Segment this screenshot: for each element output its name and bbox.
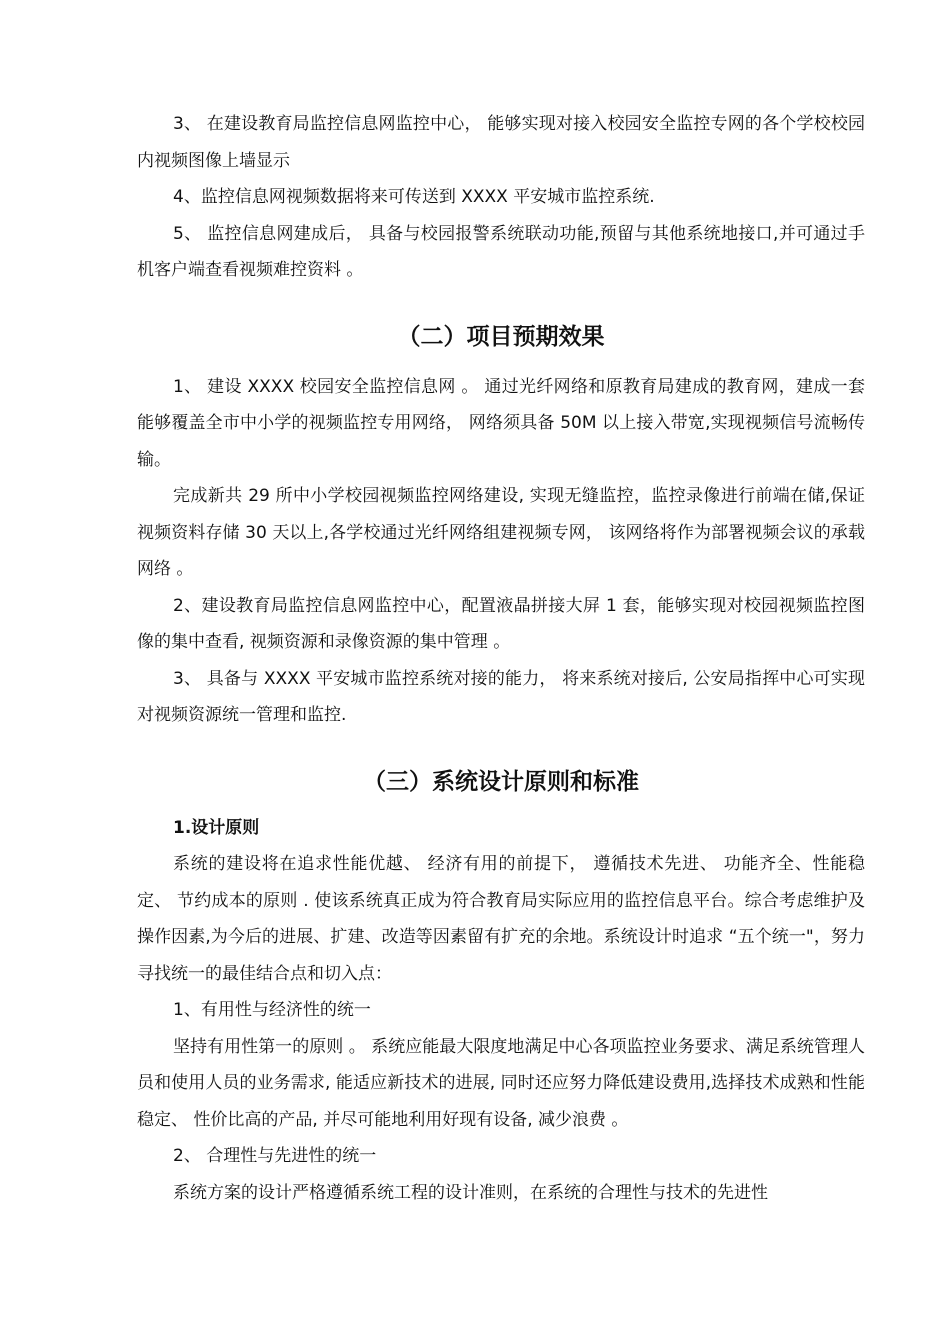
paragraph-principle-1-body: 坚持有用性第一的原则 。 系统应能最大限度地满足中心各项监控业务要求、满足系统管理人员和使用人员的业务需求, 能适应新技术的进展, 同时还应努力降低建设费用,选择技术成熟和性能稳定、 性价比高的产品, 并尽可能地利用好现有设备, 减少浪费 。	[137, 1036, 865, 1130]
section-heading-design-principles: （三）系统设计原则和标准	[363, 768, 639, 795]
paragraph-principle-2-title: 2、 合理性与先进性的统一	[173, 1146, 377, 1166]
section-heading-expected-effects: （二）项目预期效果	[397, 323, 605, 350]
paragraph-principles-intro: 系统的建设将在追求性能优越、 经济有用的前提下， 遵循技术先进、 功能齐全、性能稳定、 节约成本的原则 . 使该系统真正成为符合教育局实际应用的监控信息平台。综合考虑维护及操作因素,为今后的进展、扩建、改造等因素留有扩充的余地。系统设计时追求 “五个统一"，努力寻找统一的最佳结合点和切入点：	[137, 854, 865, 984]
paragraph-effect-coverage: 完成新共 29 所中小学校园视频监控网络建设, 实现无缝监控，监控录像进行前端在储,保证视频资料存储 30 天以上,各学校通过光纤网络组建视频专网， 该网络将作为部署视频会议的承载网络 。	[137, 486, 865, 579]
paragraph-effect-1: 1、 建设 XXXX 校园安全监控信息网 。 通过光纤网络和原教育局建成的教育网，建成一套能够覆盖全市中小学的视频监控专用网络， 网络须具备 50M 以上接入带宽,实现视频信号流畅传输。	[137, 376, 865, 470]
paragraph-item-4: 4、监控信息网视频数据将来可传送到 XXXX 平安城市监控系统.	[173, 187, 655, 207]
paragraph-effect-3: 3、 具备与 XXXX 平安城市监控系统对接的能力， 将来系统对接后, 公安局指挥中心可实现对视频资源统一管理和监控.	[137, 668, 865, 725]
paragraph-principle-2-body: 系统方案的设计严格遵循系统工程的设计准则，在系统的合理性与技术的先进性	[173, 1182, 768, 1203]
paragraph-principle-1-title: 1、有用性与经济性的统一	[173, 1000, 371, 1020]
document-page	[137, 106, 865, 1211]
paragraph-item-3: 3、 在建设教育局监控信息网监控中心， 能够实现对接入校园安全监控专网的各个学校校园内视频图像上墙显示	[137, 114, 865, 171]
paragraph-effect-2: 2、建设教育局监控信息网监控中心，配置液晶拼接大屏 1 套，能够实现对校园视频监控图像的集中查看, 视频资源和录像资源的集中管理 。	[137, 595, 865, 652]
paragraph-item-5: 5、 监控信息网建成后， 具备与校园报警系统联动功能,预留与其他系统地接口,并可通过手机客户端查看视频难控资料 。	[137, 223, 865, 280]
subheading-design-principles: 1.设计原则	[173, 817, 260, 838]
